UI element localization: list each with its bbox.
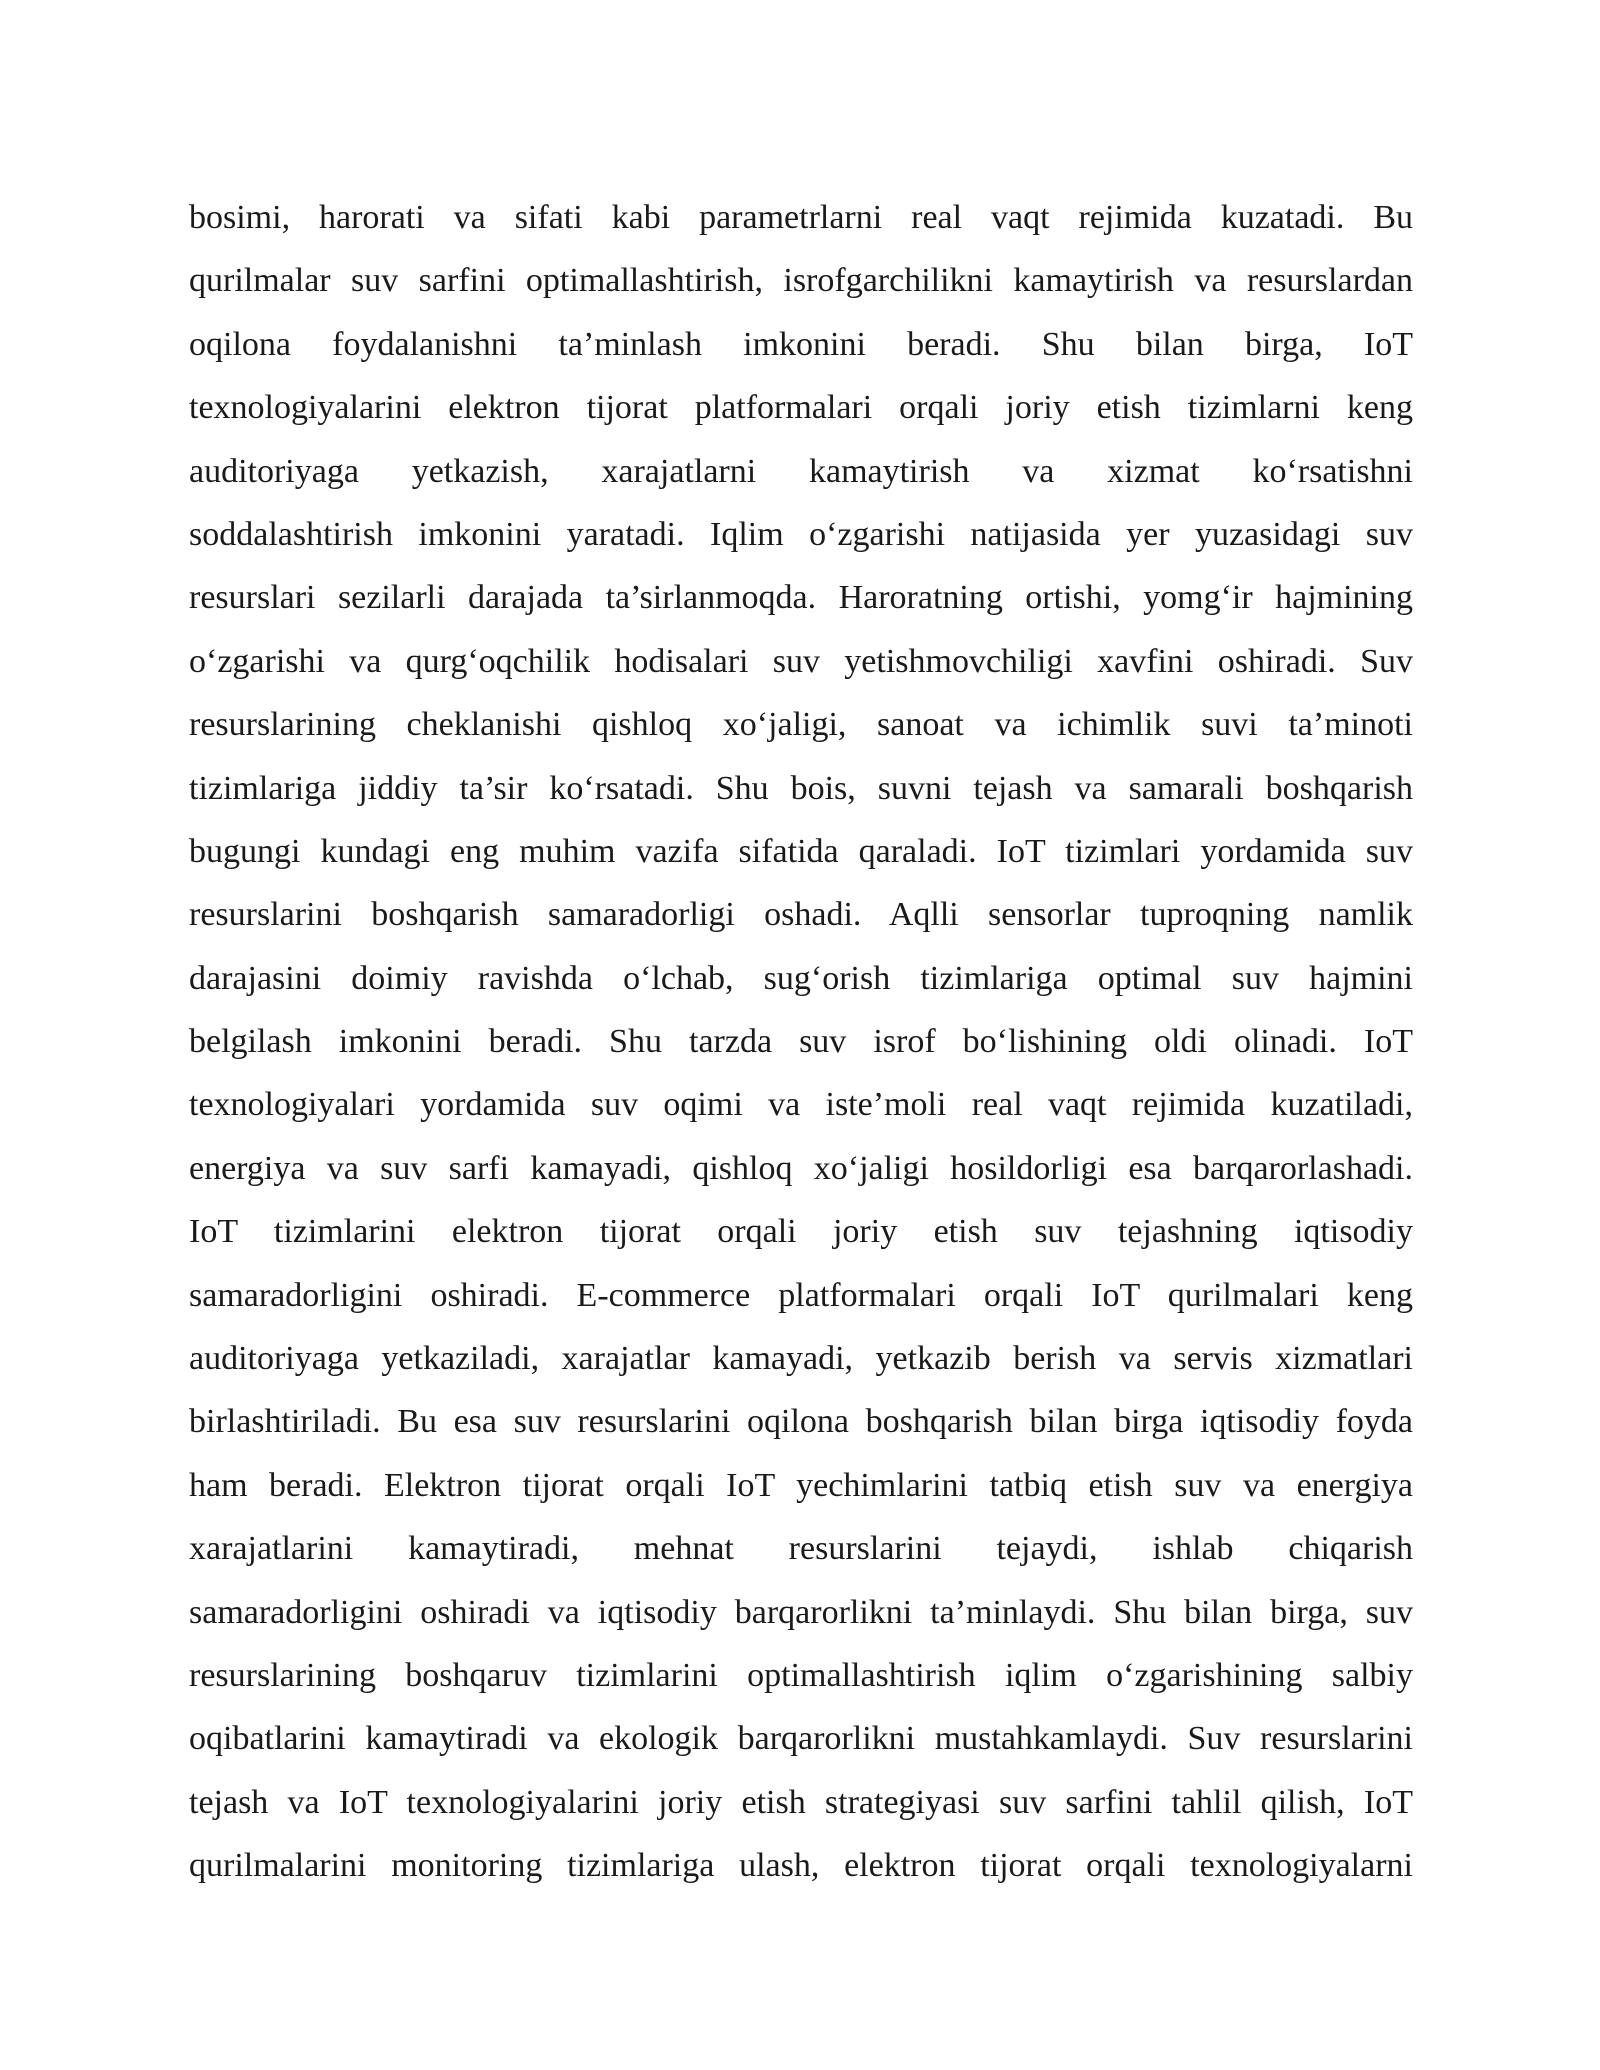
text-line: auditoriyaga yetkazish, xarajatlarni kamaytirish va xizmat ko‘rsatishni — [189, 452, 1413, 490]
text-line: samaradorligini oshiradi. E-commerce platformalari orqali IoT qurilmalari keng — [189, 1276, 1413, 1314]
text-line: resurslari sezilarli darajada ta’sirlanmoqda. Haroratning ortishi, yomg‘ir hajmining — [189, 579, 1413, 617]
text-line: energiya va suv sarfi kamayadi, qishloq xo‘jaligi hosildorligi esa barqarorlashadi. — [189, 1149, 1413, 1187]
text-line: oqilona foydalanishni ta’minlash imkonini beradi. Shu bilan birga, IoT — [189, 325, 1413, 363]
text-line: bugungi kundagi eng muhim vazifa sifatida qaraladi. IoT tizimlari yordamida suv — [189, 832, 1413, 870]
text-line: texnologiyalari yordamida suv oqimi va iste’moli real vaqt rejimida kuzatiladi, — [189, 1086, 1413, 1124]
text-line: ham beradi. Elektron tijorat orqali IoT yechimlarini tatbiq etish suv va energiya — [189, 1466, 1413, 1504]
text-line: texnologiyalarini elektron tijorat platformalari orqali joriy etish tizimlarni keng — [189, 389, 1413, 427]
text-line: xarajatlarini kamaytiradi, mehnat resurslarini tejaydi, ishlab chiqarish — [189, 1530, 1413, 1568]
body-paragraph — [189, 186, 1413, 1898]
text-line: qurilmalarini monitoring tizimlariga ulash, elektron tijorat orqali texnologiyalarni — [189, 1847, 1413, 1885]
text-line: resurslarining boshqaruv tizimlarini optimallashtirish iqlim o‘zgarishining salbiy — [189, 1656, 1413, 1694]
text-line: qurilmalar suv sarfini optimallashtirish, isrofgarchilikni kamaytirish va resurslardan — [189, 262, 1413, 300]
text-line: oqibatlarini kamaytiradi va ekologik barqarorlikni mustahkamlaydi. Suv resurslarini — [189, 1720, 1413, 1758]
text-line: IoT tizimlarini elektron tijorat orqali joriy etish suv tejashning iqtisodiy — [189, 1213, 1413, 1251]
text-line: soddalashtirish imkonini yaratadi. Iqlim o‘zgarishi natijasida yer yuzasidagi suv — [189, 515, 1413, 553]
text-line: darajasini doimiy ravishda o‘lchab, sug‘orish tizimlariga optimal suv hajmini — [189, 959, 1413, 997]
text-line: tizimlariga jiddiy ta’sir ko‘rsatadi. Shu bois, suvni tejash va samarali boshqarish — [189, 769, 1413, 807]
text-line: resurslarining cheklanishi qishloq xo‘jaligi, sanoat va ichimlik suvi ta’minoti — [189, 706, 1413, 744]
text-line: auditoriyaga yetkaziladi, xarajatlar kamayadi, yetkazib berish va servis xizmatlari — [189, 1340, 1413, 1378]
text-line: tejash va IoT texnologiyalarini joriy etish strategiyasi suv sarfini tahlil qilish, IoT — [189, 1783, 1413, 1821]
text-line: belgilash imkonini beradi. Shu tarzda suv isrof bo‘lishining oldi olinadi. IoT — [189, 1023, 1413, 1061]
text-line: birlashtiriladi. Bu esa suv resurslarini oqilona boshqarish bilan birga iqtisodiy foyda — [189, 1403, 1413, 1441]
text-line: bosimi, harorati va sifati kabi parametrlarni real vaqt rejimida kuzatadi. Bu — [189, 199, 1413, 236]
text-line: o‘zgarishi va qurg‘oqchilik hodisalari suv yetishmovchiligi xavfini oshiradi. Suv — [189, 642, 1413, 680]
text-line: samaradorligini oshiradi va iqtisodiy barqarorlikni ta’minlaydi. Shu bilan birga, suv — [189, 1593, 1413, 1631]
text-line: resurslarini boshqarish samaradorligi oshadi. Aqlli sensorlar tuproqning namlik — [189, 896, 1413, 934]
